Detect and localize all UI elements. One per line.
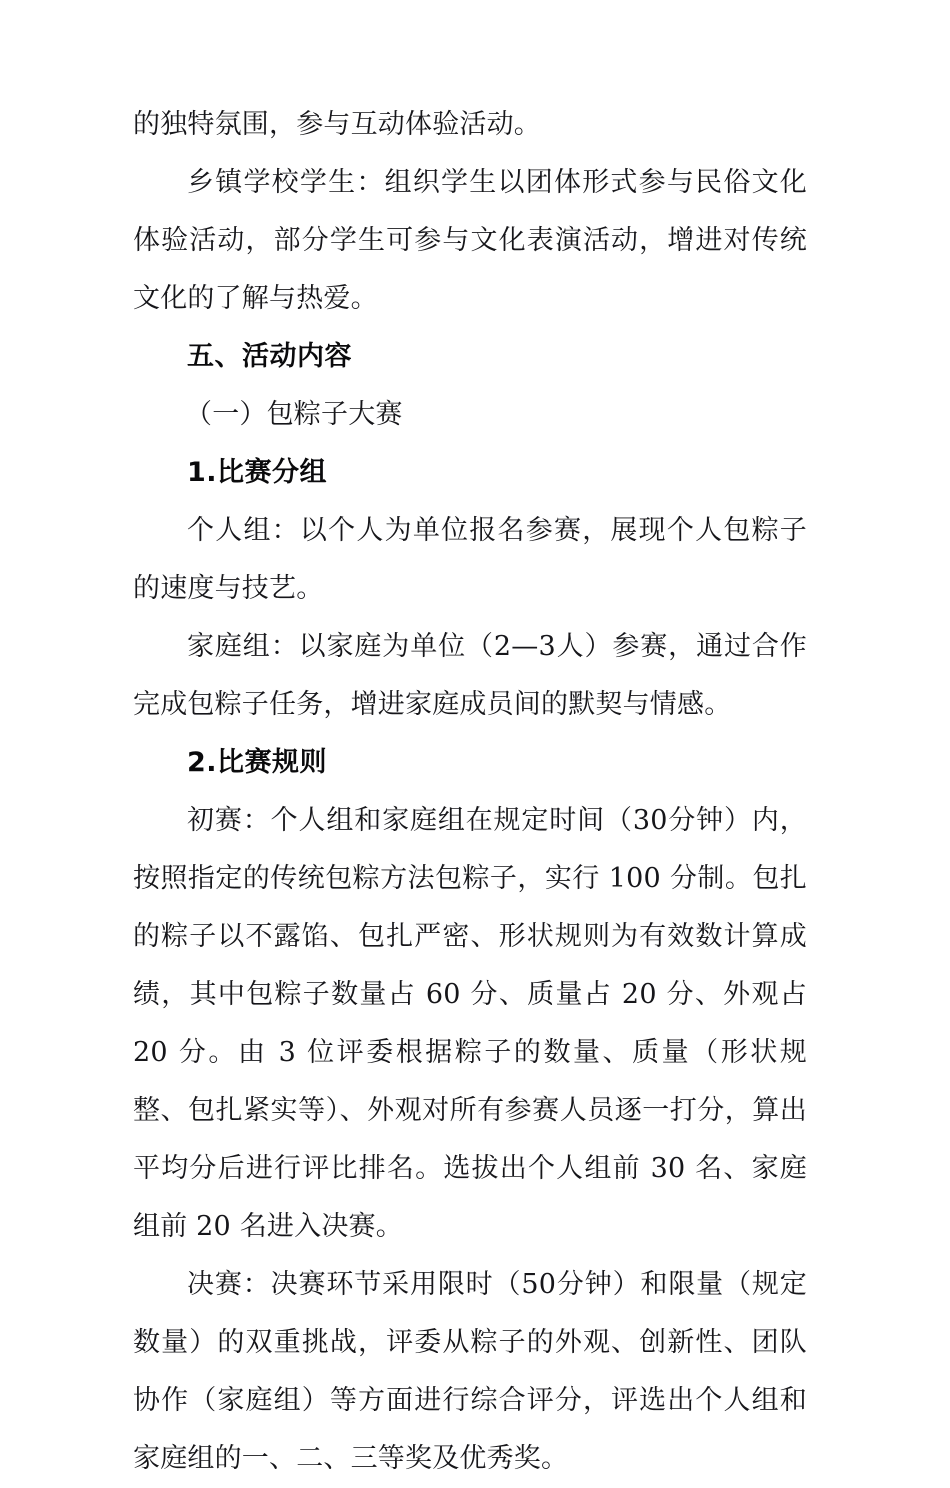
heading-subsection-one: （一）包粽子大赛 (185, 399, 403, 430)
paragraph-continuation: 的独特氛围，参与互动体验活动。 (133, 109, 541, 140)
paragraph-individual-group: 个人组：以个人为单位报名参赛，展现个人包粽子的速度与技艺。 (133, 515, 807, 604)
paragraph-family-group: 家庭组：以家庭为单位（2—3人）参赛，通过合作完成包粽子任务，增进家庭成员间的默契与情感。 (133, 631, 807, 720)
paragraph-final-round: 决赛：决赛环节采用限时（50分钟）和限量（规定数量）的双重挑战，评委从粽子的外观、创新性、团队协作（家庭组）等方面进行综合评分，评选出个人组和家庭组的一、二、三等奖及优秀奖。 (133, 1269, 807, 1474)
paragraph-preliminary-round: 初赛：个人组和家庭组在规定时间（30分钟）内，按照指定的传统包粽方法包粽子，实行 100 分制。包扎的粽子以不露馅、包扎严密、形状规则为有效数计算成绩，其中包粽子数量占 60 分、质量占 20 分、外观占 20 分。由 3 位评委根据粽子的数量、质量（形状规整、包扎紧实等）、外观对所有参赛人员逐一打分，算出平均分后进行评比排名。选拔出个人组前 30 名、家庭组前 20 名进入决赛。 (133, 805, 807, 1242)
heading-section-five: 五、活动内容 (187, 341, 352, 372)
paragraph-township-students: 乡镇学校学生：组织学生以团体形式参与民俗文化体验活动，部分学生可参与文化表演活动，增进对传统文化的了解与热爱。 (133, 167, 807, 314)
heading-item-two: 2.比赛规则 (187, 747, 328, 778)
heading-item-one: 1.比赛分组 (187, 457, 328, 488)
document-text-column (133, 96, 807, 1488)
